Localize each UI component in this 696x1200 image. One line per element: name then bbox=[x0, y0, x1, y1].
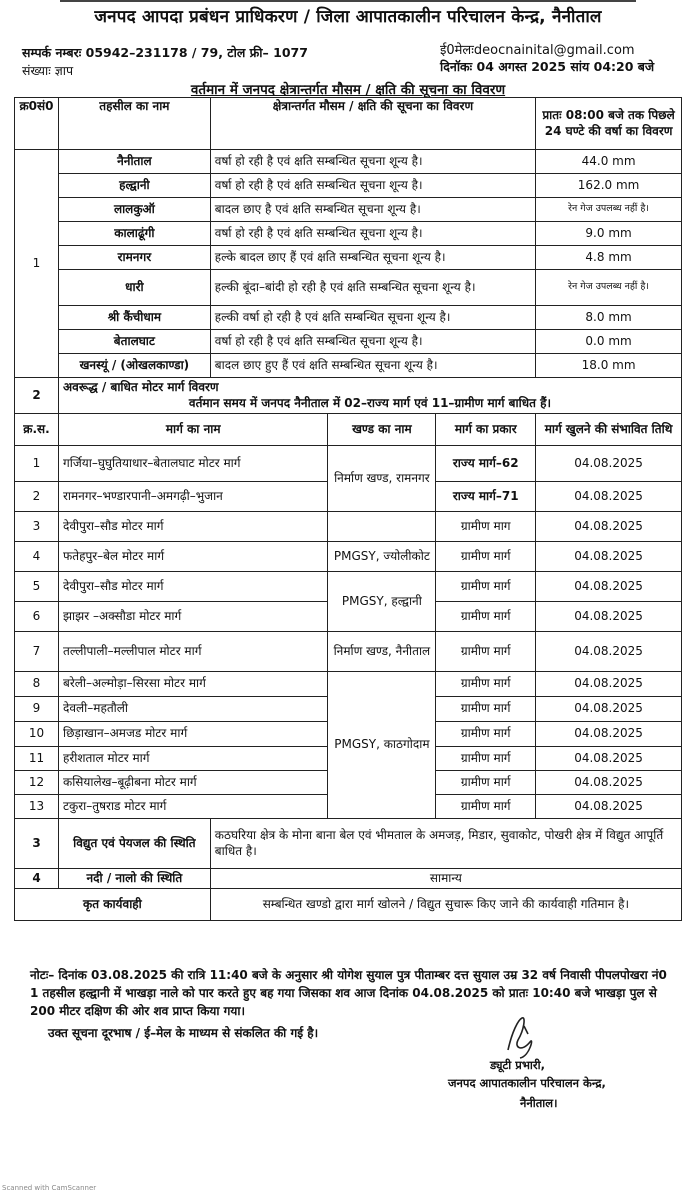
col-road-type: मार्ग का प्रकार bbox=[436, 414, 536, 446]
division-name: PMGSY, हल्द्वानी bbox=[328, 572, 436, 632]
tehsil-name: खनस्यूं / (ओखलकाण्डा) bbox=[58, 354, 210, 378]
tehsil-name: लालकुऑ bbox=[58, 198, 210, 222]
tehsil-details: बादल छाए हुए हैं एवं क्षति सम्बन्धित सूचना शून्य है। bbox=[210, 354, 535, 378]
division-name: PMGSY, ज्योलीकोट bbox=[328, 542, 436, 572]
col-tehsil: तहसील का नाम bbox=[58, 98, 210, 150]
rainfall-value: 9.0 mm bbox=[536, 222, 682, 246]
road-no: 7 bbox=[15, 632, 59, 672]
rainfall-value: 162.0 mm bbox=[536, 174, 682, 198]
road-no: 11 bbox=[15, 747, 59, 771]
road-name: देवीपुरा–सौड मोटर मार्ग bbox=[58, 512, 327, 542]
open-date: 04.08.2025 bbox=[536, 542, 682, 572]
tehsil-name: कालाढूंगी bbox=[58, 222, 210, 246]
report-table bbox=[14, 97, 682, 921]
rainfall-value: 8.0 mm bbox=[536, 306, 682, 330]
section2-serial: 2 bbox=[15, 378, 59, 414]
open-date: 04.08.2025 bbox=[536, 747, 682, 771]
division-name: निर्माण खण्ड, रामनगर bbox=[328, 446, 436, 512]
road-name: रामनगर–भण्डारपानी–अमगढ़ी–भुजान bbox=[58, 482, 327, 512]
section3-serial: 3 bbox=[15, 819, 59, 869]
tehsil-details: वर्षा हो रही है एवं क्षति सम्बन्धित सूचना शून्य है। bbox=[210, 330, 535, 354]
email: ई0मेलःdeocnainital@gmail.com bbox=[440, 43, 635, 58]
open-date: 04.08.2025 bbox=[536, 697, 682, 722]
rainfall-value: 44.0 mm bbox=[536, 150, 682, 174]
road-type: ग्रामीण मार्ग bbox=[436, 771, 536, 795]
section4-text: सामान्य bbox=[210, 869, 681, 889]
contact-number: सम्पर्क नम्बरः 05942–231178 / 79, टोल फ्री– 1077 bbox=[22, 45, 308, 60]
road-type: राज्य मार्ग–62 bbox=[436, 446, 536, 482]
open-date: 04.08.2025 bbox=[536, 512, 682, 542]
tehsil-details: हल्के बादल छाए हैं एवं क्षति सम्बन्धित सूचना शून्य है। bbox=[210, 246, 535, 270]
road-no: 1 bbox=[15, 446, 59, 482]
road-name: बरेली–अल्मोड़ा–सिरसा मोटर मार्ग bbox=[58, 672, 327, 697]
road-no: 10 bbox=[15, 722, 59, 747]
signatory-office: जनपद आपातकालीन परिचालन केन्द्र, bbox=[448, 1076, 606, 1090]
road-name: फतेहपुर–बेल मोटर मार्ग bbox=[58, 542, 327, 572]
road-name: कसियालेख–बूढ़ीबना मोटर मार्ग bbox=[58, 771, 327, 795]
road-no: 8 bbox=[15, 672, 59, 697]
tehsil-details: बादल छाए है एवं क्षति सम्बन्धित सूचना शून्य है। bbox=[210, 198, 535, 222]
reference-number: संख्याः ज्ञाप bbox=[22, 63, 74, 78]
page-title: जनपद आपदा प्रबंधन प्राधिकरण / जिला आपातकालीन परिचालन केन्द्र, नैनीताल bbox=[94, 7, 602, 27]
road-name: तल्लीपाली–मल्लीपाल मोटर मार्ग bbox=[58, 632, 327, 672]
road-name: देवीपुरा–सौड मोटर मार्ग bbox=[58, 572, 327, 602]
open-date: 04.08.2025 bbox=[536, 771, 682, 795]
road-type: ग्रामीण मार्ग bbox=[436, 572, 536, 602]
open-date: 04.08.2025 bbox=[536, 632, 682, 672]
section5-label: कृत कार्यवाही bbox=[15, 889, 211, 921]
tehsil-name: हल्द्वानी bbox=[58, 174, 210, 198]
division-name: निर्माण खण्ड, नैनीताल bbox=[328, 632, 436, 672]
tehsil-name: बेतालघाट bbox=[58, 330, 210, 354]
open-date: 04.08.2025 bbox=[536, 795, 682, 819]
section3-label: विद्युत एवं पेयजल की स्थिति bbox=[58, 819, 210, 869]
section4-label: नदी / नालो की स्थिति bbox=[58, 869, 210, 889]
note-text: नोटः– दिनांक 03.08.2025 की रात्रि 11:40 बजे के अनुसार श्री योगेश सुयाल पुत्र पीताम्बर दत्त सुयाल उम्र 32 वर्ष निवासी पीपलपोखरा नं0 1 तहसील हल्द्वानी में भाखड़ा नाले को पार करते हुए बह गया जिसका शव आज दिनांक 04.08.2025 को प्रातः 10:40 बजे भाखड़ा पुल से 200 मीटर दक्षिण की ओर शव प्राप्त किया गया। bbox=[30, 968, 667, 1018]
tehsil-details: हल्की बूंदा–बांदी हो रही है एवं क्षति सम्बन्धित सूचना शून्य है। bbox=[210, 270, 535, 306]
open-date: 04.08.2025 bbox=[536, 722, 682, 747]
road-name: झाझर –अक्सौडा मोटर मार्ग bbox=[58, 602, 327, 632]
signatory-title: ड्यूटी प्रभारी, bbox=[490, 1058, 545, 1072]
road-type: ग्रामीण मार्ग bbox=[436, 795, 536, 819]
tehsil-details: वर्षा हो रही है एवं क्षति सम्बन्धित सूचना शून्य है। bbox=[210, 222, 535, 246]
road-no: 9 bbox=[15, 697, 59, 722]
road-no: 13 bbox=[15, 795, 59, 819]
road-no: 6 bbox=[15, 602, 59, 632]
tehsil-name: नैनीताल bbox=[58, 150, 210, 174]
road-no: 4 bbox=[15, 542, 59, 572]
rainfall-value: रेन गेज उपलब्ध नहीं है। bbox=[536, 198, 682, 222]
road-type: ग्रामीण मार्ग bbox=[436, 542, 536, 572]
road-type: ग्रामीण मार्ग bbox=[436, 672, 536, 697]
road-no: 3 bbox=[15, 512, 59, 542]
tehsil-details: वर्षा हो रही है एवं क्षति सम्बन्धित सूचना शून्य है। bbox=[210, 174, 535, 198]
header-rule bbox=[60, 0, 636, 2]
road-type: ग्रामीण मार्ग bbox=[436, 697, 536, 722]
section5-text: सम्बन्धित खण्डो द्वारा मार्ग खोलने / विद्युत सुचारू किए जाने की कार्यवाही गतिमान है। bbox=[210, 889, 681, 921]
road-type: ग्रामीण मार्ग bbox=[436, 602, 536, 632]
open-date: 04.08.2025 bbox=[536, 482, 682, 512]
open-date: 04.08.2025 bbox=[536, 672, 682, 697]
report-date: दिनॉकः 04 अगस्त 2025 सांय 04:20 बजे bbox=[440, 59, 655, 74]
tehsil-details: वर्षा हो रही है एवं क्षति सम्बन्धित सूचना शून्य है। bbox=[210, 150, 535, 174]
road-no: 5 bbox=[15, 572, 59, 602]
rainfall-value: रेन गेज उपलब्ध नहीं है। bbox=[536, 270, 682, 306]
col-road-name: मार्ग का नाम bbox=[58, 414, 327, 446]
col-serial: क्र0सं0 bbox=[15, 98, 59, 150]
road-name: गर्जिया–घुघुतियाधार–बेतालघाट मोटर मार्ग bbox=[58, 446, 327, 482]
section2-heading bbox=[58, 378, 681, 414]
road-type: ग्रामीण मार्ग bbox=[436, 722, 536, 747]
open-date: 04.08.2025 bbox=[536, 446, 682, 482]
section4-serial: 4 bbox=[15, 869, 59, 889]
tehsil-name: श्री कैंचीधाम bbox=[58, 306, 210, 330]
compiled-note: उक्त सूचना दूरभाष / ई–मेल के माध्यम से संकलित की गई है। bbox=[48, 1026, 319, 1040]
road-name: देवली–महतौली bbox=[58, 697, 327, 722]
scanner-watermark: Scanned with CamScanner bbox=[2, 1184, 97, 1192]
division-name: PMGSY, काठगोदाम bbox=[328, 672, 436, 819]
road-name: टकुरा–तुषराड मोटर मार्ग bbox=[58, 795, 327, 819]
col-open-date: मार्ग खुलने की संभावित तिथि bbox=[536, 414, 682, 446]
division-name bbox=[328, 512, 436, 542]
open-date: 04.08.2025 bbox=[536, 572, 682, 602]
road-type: राज्य मार्ग–71 bbox=[436, 482, 536, 512]
section2-summary: वर्तमान समय में जनपद नैनीताल में 02–राज्य मार्ग एवं 11–ग्रामीण मार्ग बाधित हैं। bbox=[188, 395, 552, 410]
tehsil-details: हल्की वर्षा हो रही है एवं क्षति सम्बन्धित सूचना शून्य है। bbox=[210, 306, 535, 330]
section3-text: कठघरिया क्षेत्र के मोना बाना बेल एवं भीमताल के अमजड़, मिडार, सुवाकोट, पोखरी क्षेत्र में विद्युत आपूर्ति बाधित है। bbox=[210, 819, 681, 869]
road-type: ग्रामीण माग bbox=[436, 512, 536, 542]
road-name: छिड़ाखान–अमजड मोटर मार्ग bbox=[58, 722, 327, 747]
col-details: क्षेत्रान्तर्गत मौसम / क्षति की सूचना का विवरण bbox=[210, 98, 535, 150]
section2-title: अवरूद्ध / बाधित मोटर मार्ग विवरण bbox=[62, 379, 219, 394]
col-road-no: क्र.स. bbox=[15, 414, 59, 446]
col-division: खण्ड का नाम bbox=[328, 414, 436, 446]
tehsil-name: रामनगर bbox=[58, 246, 210, 270]
signatory-place: नैनीताल। bbox=[520, 1096, 558, 1110]
open-date: 04.08.2025 bbox=[536, 602, 682, 632]
tehsil-name: धारी bbox=[58, 270, 210, 306]
rainfall-value: 18.0 mm bbox=[536, 354, 682, 378]
signature-icon bbox=[500, 1012, 540, 1062]
col-rainfall: प्रातः 08:00 बजे तक पिछले 24 घण्टे की वर्षा का विवरण bbox=[536, 98, 682, 150]
road-type: ग्रामीण मार्ग bbox=[436, 632, 536, 672]
road-no: 2 bbox=[15, 482, 59, 512]
section-title: वर्तमान में जनपद क्षेत्रान्तर्गत मौसम / क्षति की सूचना का विवरण bbox=[190, 82, 506, 98]
road-no: 12 bbox=[15, 771, 59, 795]
section1-serial: 1 bbox=[15, 150, 59, 378]
rainfall-value: 4.8 mm bbox=[536, 246, 682, 270]
road-name: हरीशताल मोटर मार्ग bbox=[58, 747, 327, 771]
rainfall-value: 0.0 mm bbox=[536, 330, 682, 354]
road-type: ग्रामीण मार्ग bbox=[436, 747, 536, 771]
